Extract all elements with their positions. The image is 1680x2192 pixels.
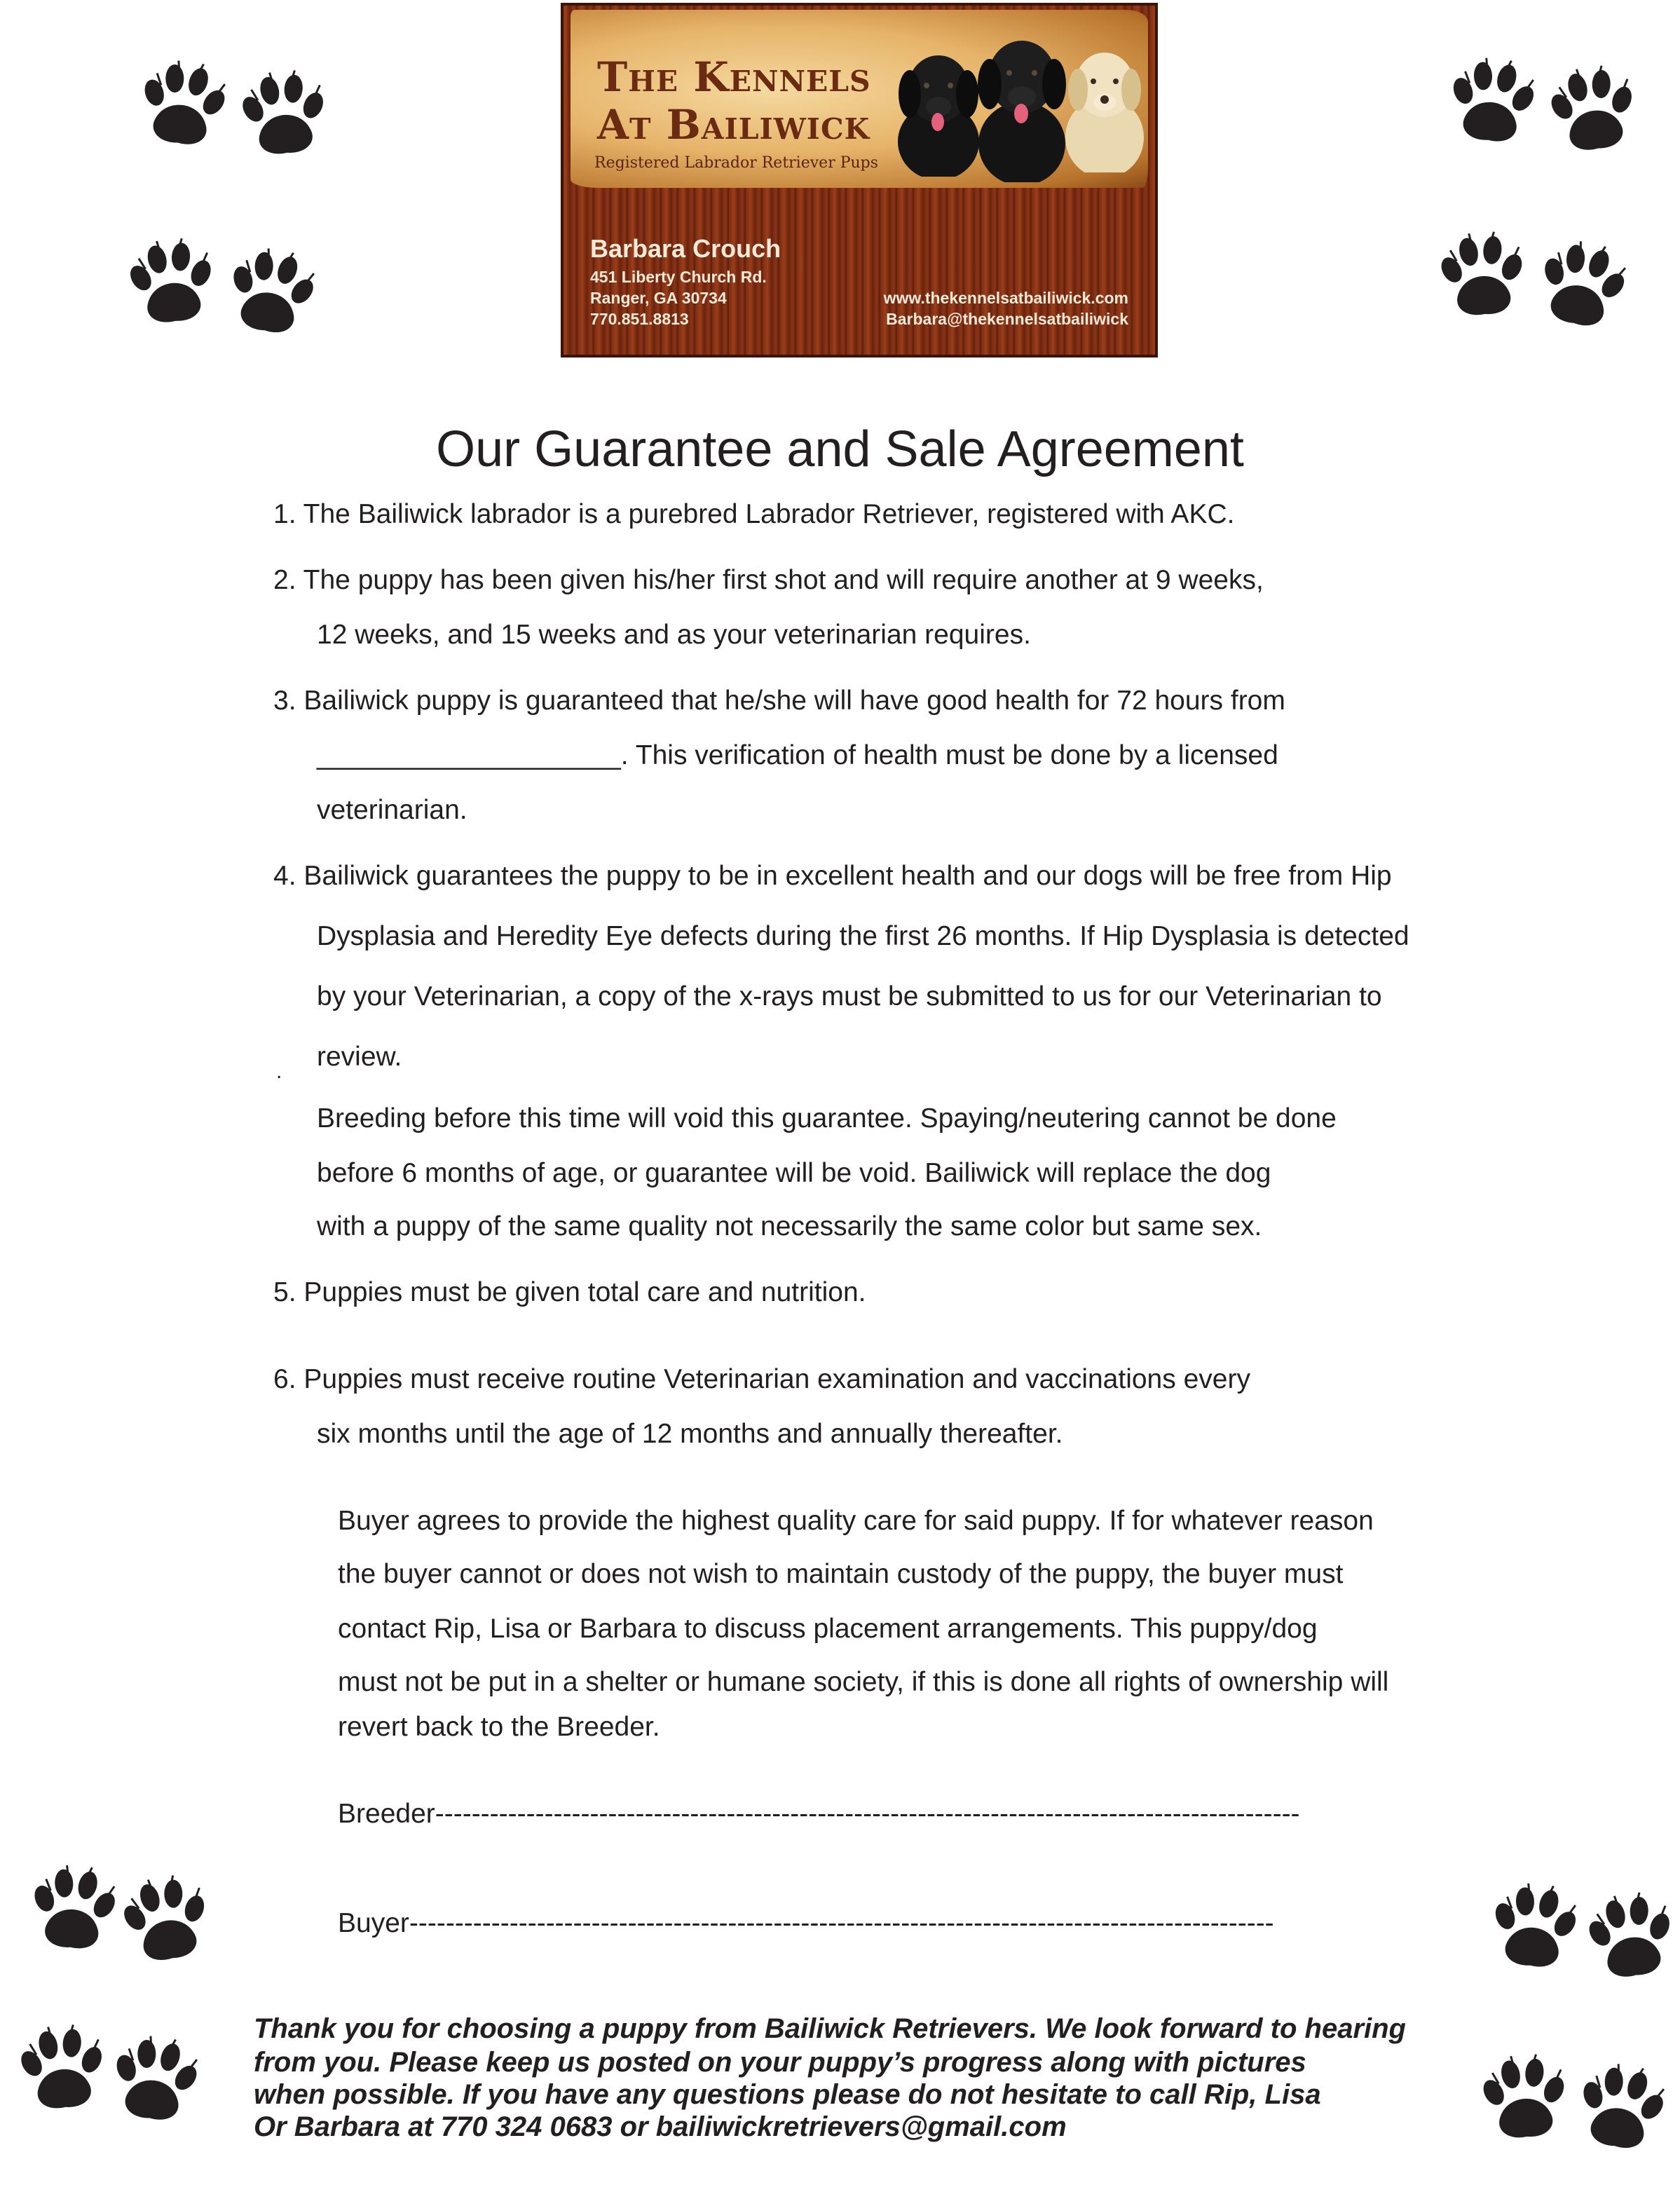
buyer-agreement: revert back to the Breeder. (338, 1712, 660, 1742)
paw-print-icon (132, 55, 235, 158)
paw-print-icon (114, 1869, 219, 1975)
paw-print-icon (1528, 233, 1636, 341)
clause-6: 6. Puppies must receive routine Veterinarian examination and vaccinations every (273, 1364, 1250, 1394)
contact-name: Barbara Crouch (590, 234, 781, 263)
breeder-signature-line[interactable]: Breeder----------------------------------------------------------------------------------------------- (338, 1799, 1300, 1829)
paw-print-icon (25, 1861, 123, 1960)
kennel-subtitle: Registered Labrador Retriever Pups (594, 154, 879, 172)
kennel-name-line2: At Bailiwick (597, 101, 870, 149)
paw-print-icon (1434, 229, 1531, 326)
paw-print-icon (1484, 1879, 1585, 1979)
buyer-agreement: contact Rip, Lisa or Barbara to discuss placement arrangements. This puppy/dog (338, 1614, 1318, 1644)
paw-print-icon (219, 241, 325, 347)
contact-address-city: Ranger, GA 30734 (590, 289, 727, 307)
paw-print-icon (1476, 2051, 1573, 2149)
paw-print-icon (1580, 1887, 1680, 1990)
black-puppy-image (893, 36, 984, 177)
clause-2-cont: 12 weeks, and 15 weeks and as your veterinarian requires. (317, 620, 1031, 650)
paw-print-icon (1569, 2057, 1674, 2163)
paw-print-icon (104, 2030, 207, 2133)
thank-you-note: from you. Please keep us posted on your puppy’s progress along with pictures (254, 2047, 1306, 2078)
clause-4-cont: by your Veterinarian, a copy of the x-rays must be submitted to us for our Veterinarian to (317, 981, 1382, 1012)
clause-3-cont: veterinarian. (317, 795, 467, 825)
clause-4-cont: before 6 months of age, or guarantee will be void. Bailiwick will replace the dog (317, 1158, 1271, 1188)
buyer-agreement: must not be put in a shelter or humane society, if this is done all rights of ownership will (338, 1667, 1389, 1697)
clause-1: 1. The Bailiwick labrador is a purebred Labrador Retriever, registered with AKC. (273, 499, 1235, 529)
clause-4: 4. Bailiwick guarantees the puppy to be in excellent health and our dogs will be free from Hip (273, 861, 1392, 891)
buyer-agreement: Buyer agrees to provide the highest quality care for said puppy. If for whatever reason (338, 1506, 1374, 1536)
thank-you-note: Or Barbara at 770 324 0683 or bailiwickretrievers@gmail.com (254, 2111, 1067, 2142)
buyer-agreement: the buyer cannot or does not wish to maintain custody of the puppy, the buyer must (338, 1559, 1344, 1589)
clause-3-date-line: ____________________. This verification of health must be done by a licensed (317, 740, 1278, 770)
kennel-name-line1: The Kennels (597, 53, 871, 101)
paw-print-icon (1542, 60, 1645, 163)
contact-email: Barbara@thekennelsatbailiwick (886, 310, 1128, 328)
paw-print-icon (122, 234, 222, 334)
black-puppy-image (973, 21, 1071, 182)
clause-5: 5. Puppies must be given total care and nutrition. (273, 1277, 866, 1307)
paw-print-icon (1442, 53, 1543, 154)
thank-you-note: when possible. If you have any questions please do not hesitate to call Rip, Lisa (254, 2079, 1321, 2110)
clause-6-cont: six months until the age of 12 months and annually thereafter. (317, 1419, 1063, 1449)
contact-address-street: 451 Liberty Church Rd. (590, 268, 767, 286)
clause-4-cont: Dysplasia and Heredity Eye defects during the first 26 months. If Hip Dysplasia is detected (317, 921, 1409, 951)
paw-print-icon (235, 67, 334, 165)
contact-website: www.thekennelsatbailiwick.com (883, 289, 1128, 307)
clause-4-cont: Breeding before this time will void this guarantee. Spaying/neutering cannot be done (317, 1103, 1337, 1134)
clause-3: 3. Bailiwick puppy is guaranteed that he/she will have good health for 72 hours from (273, 686, 1285, 716)
clause-4-cont: review. (317, 1042, 402, 1072)
stray-dot: . (276, 1060, 282, 1083)
business-card (561, 3, 1158, 358)
yellow-puppy-image (1063, 32, 1147, 172)
clause-4-cont: with a puppy of the same quality not necessarily the same color but same sex. (317, 1211, 1262, 1241)
contact-phone: 770.851.8813 (590, 310, 689, 328)
buyer-signature-line[interactable]: Buyer----------------------------------------------------------------------------------------------- (338, 1908, 1274, 1938)
thank-you-note: Thank you for choosing a puppy from Bailiwick Retrievers. We look forward to hearing (254, 2013, 1406, 2044)
page-title: Our Guarantee and Sale Agreement (436, 421, 1244, 477)
clause-2: 2. The puppy has been given his/her first shot and will require another at 9 weeks, (273, 565, 1264, 595)
paw-print-icon (13, 2021, 112, 2120)
